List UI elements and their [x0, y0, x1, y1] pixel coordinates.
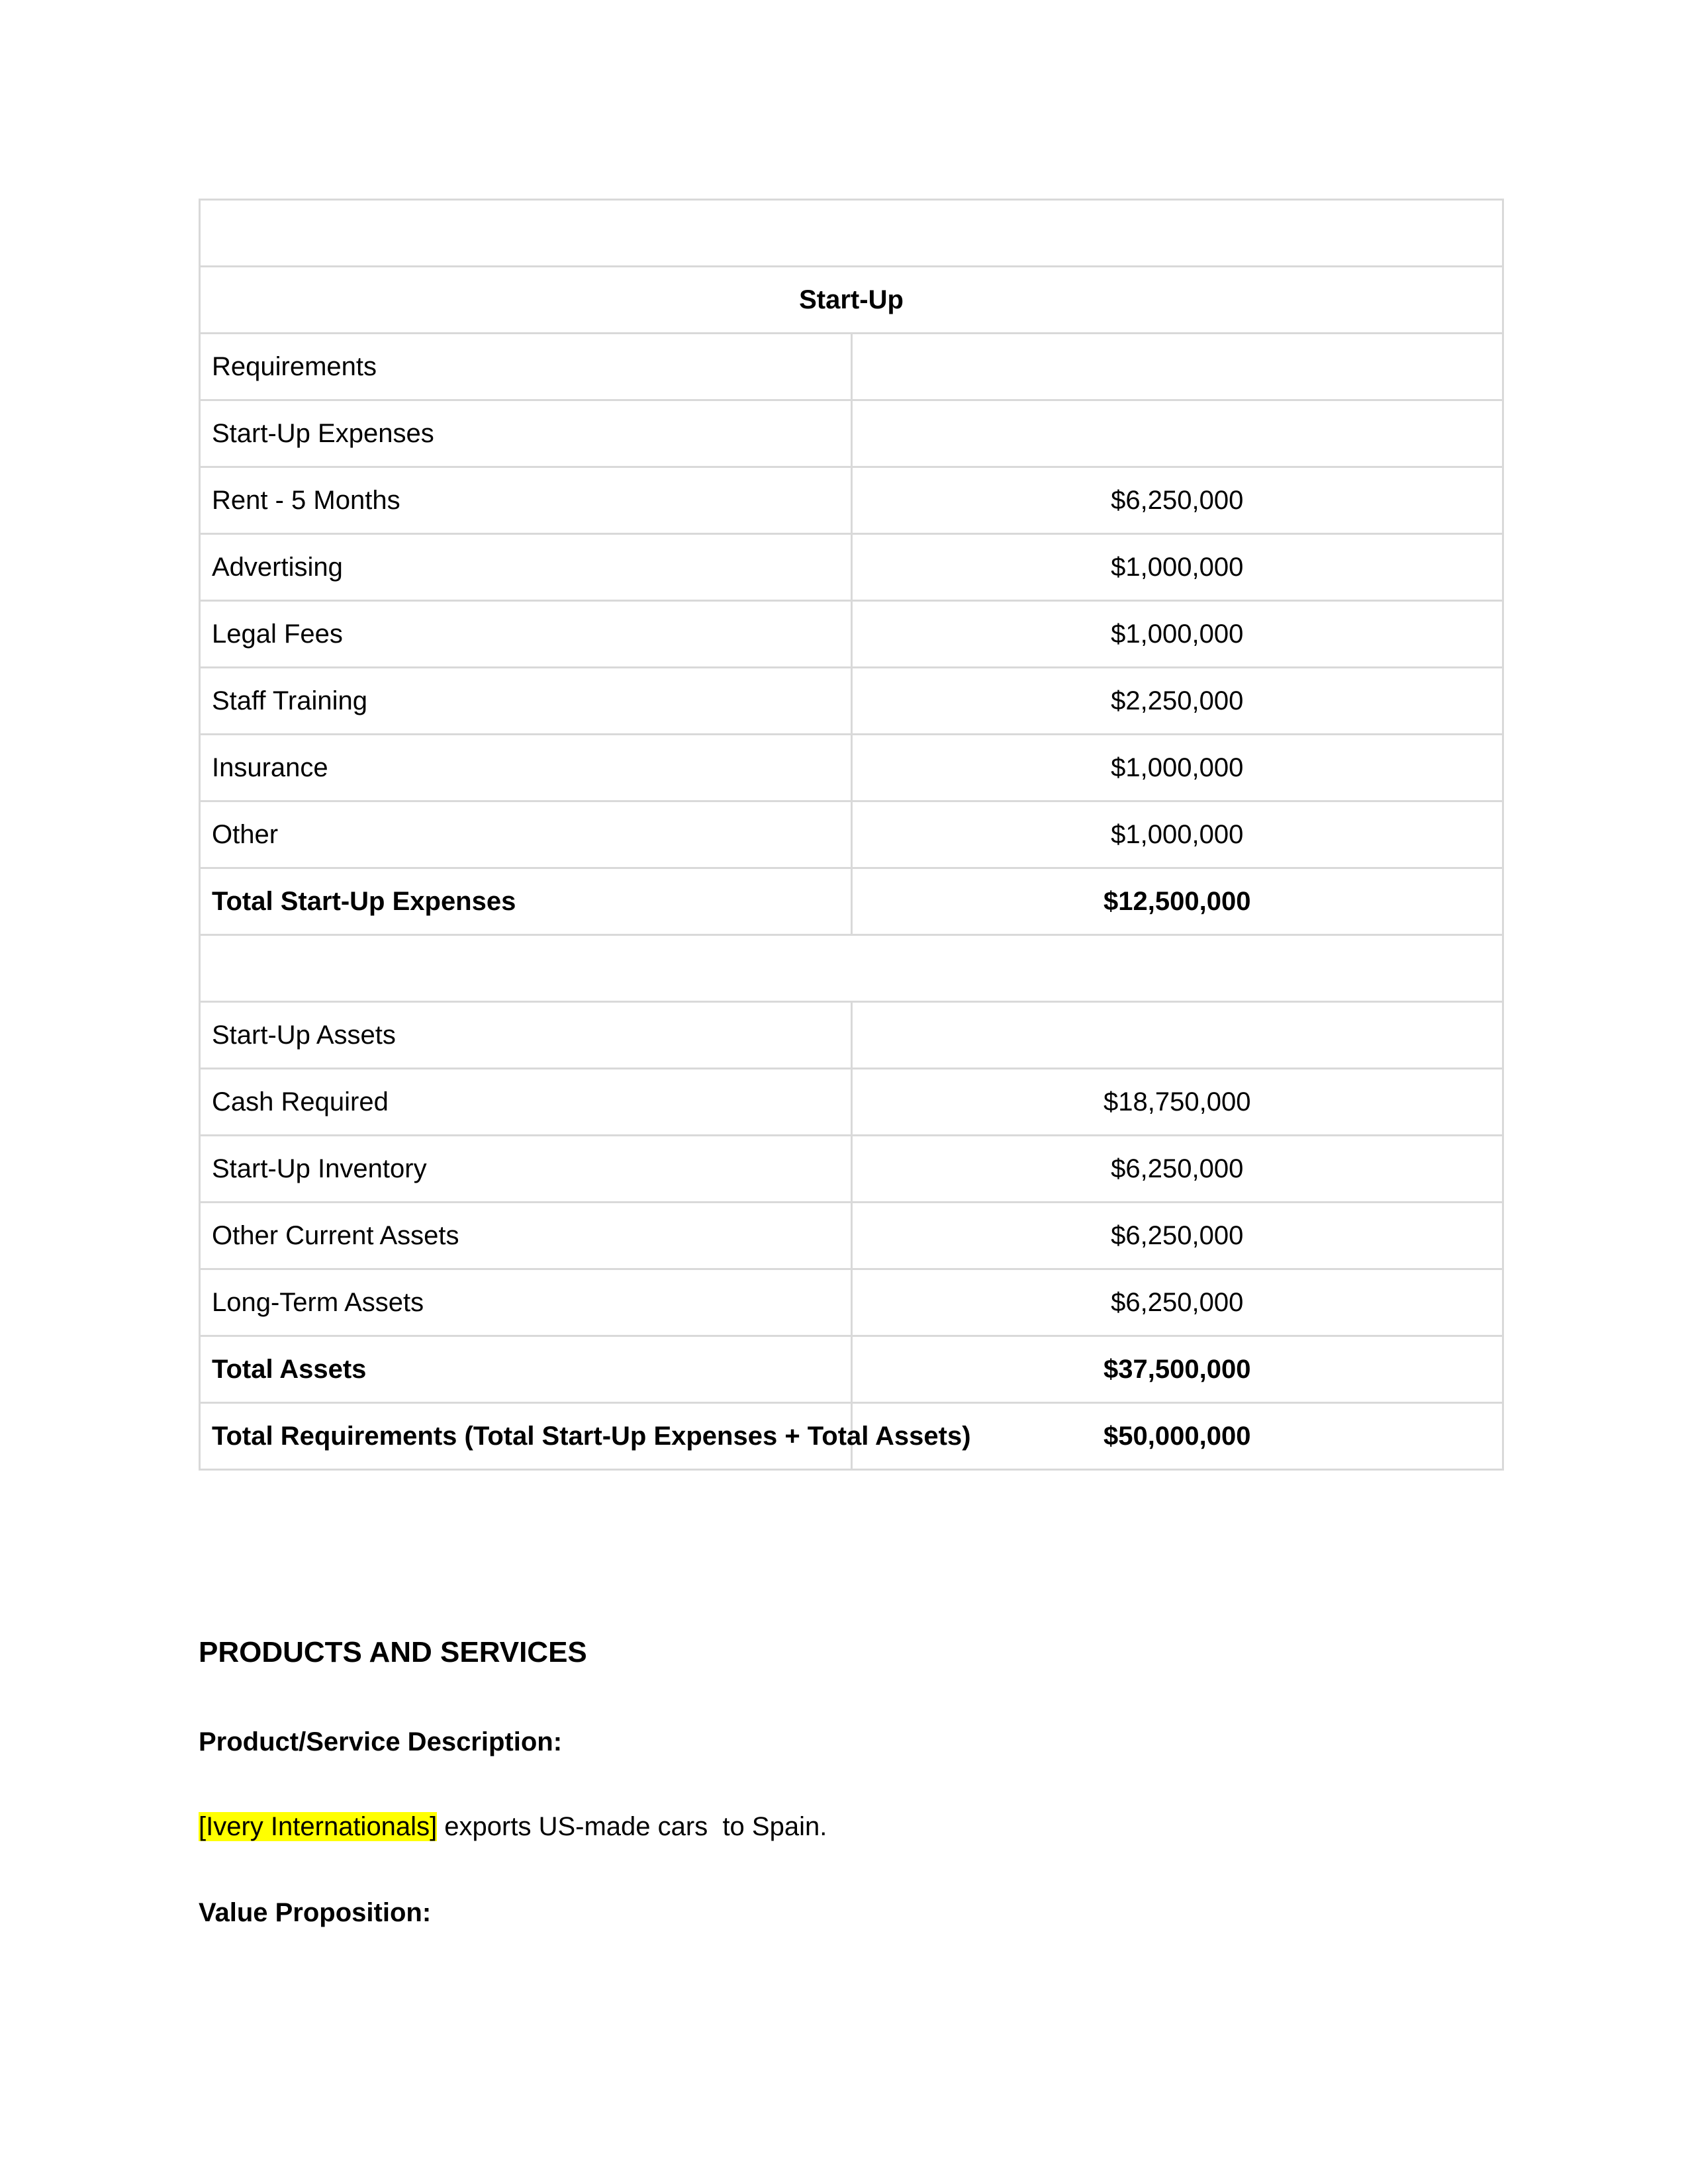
row-value-requirements	[851, 334, 1503, 400]
table-row	[200, 467, 1503, 534]
row-label-total-assets: Total Assets	[200, 1336, 852, 1403]
row-value-rent: $6,250,000	[851, 467, 1503, 534]
startup-table	[199, 199, 1504, 1471]
row-label-advertising: Advertising	[200, 534, 852, 601]
value-proposition-heading: Value Proposition:	[199, 1898, 432, 1927]
description-paragraph	[199, 1812, 827, 1842]
row-value-total-assets: $37,500,000	[851, 1336, 1503, 1403]
row-label-cash-required: Cash Required	[200, 1069, 852, 1136]
row-value-total-requirements: $50,000,000	[851, 1403, 1503, 1470]
row-value-startup-inventory: $6,250,000	[851, 1136, 1503, 1203]
section-heading: PRODUCTS AND SERVICES	[199, 1636, 587, 1668]
row-value-legal-fees: $1,000,000	[851, 601, 1503, 668]
row-value-other: $1,000,000	[851, 801, 1503, 868]
row-label-staff-training: Staff Training	[200, 668, 852, 735]
table-row	[200, 534, 1503, 601]
table-spacer-cell	[200, 935, 1503, 1002]
table-row	[200, 400, 1503, 467]
table-row-total-requirements	[200, 1403, 1503, 1470]
row-label-other-current-assets: Other Current Assets	[200, 1203, 852, 1269]
row-value-advertising: $1,000,000	[851, 534, 1503, 601]
table-row	[200, 801, 1503, 868]
table-row	[200, 1269, 1503, 1336]
row-label-startup-inventory: Start-Up Inventory	[200, 1136, 852, 1203]
row-value-long-term-assets: $6,250,000	[851, 1269, 1503, 1336]
row-label-startup-assets: Start-Up Assets	[200, 1002, 852, 1069]
row-label-total-startup-expenses: Total Start-Up Expenses	[200, 868, 852, 935]
row-label-other: Other	[200, 801, 852, 868]
row-value-insurance: $1,000,000	[851, 735, 1503, 801]
row-value-cash-required: $18,750,000	[851, 1069, 1503, 1136]
description-text: exports US-made cars to Spain.	[437, 1812, 827, 1841]
table-row	[200, 601, 1503, 668]
table-row	[200, 1069, 1503, 1136]
row-label-insurance: Insurance	[200, 735, 852, 801]
row-value-total-startup-expenses: $12,500,000	[851, 868, 1503, 935]
table-spacer-row	[200, 935, 1503, 1002]
row-label-legal-fees: Legal Fees	[200, 601, 852, 668]
row-label-rent: Rent - 5 Months	[200, 467, 852, 534]
row-value-startup-expenses	[851, 400, 1503, 467]
table-title: Start-Up	[200, 267, 1503, 334]
table-row	[200, 1002, 1503, 1069]
table-blank-cell	[200, 200, 1503, 267]
table-row	[200, 668, 1503, 735]
company-placeholder: [Ivery Internationals]	[199, 1812, 438, 1841]
table-row-total-assets	[200, 1336, 1503, 1403]
table-row	[200, 334, 1503, 400]
table-title-row	[200, 267, 1503, 334]
row-value-other-current-assets: $6,250,000	[851, 1203, 1503, 1269]
table-blank-row	[200, 200, 1503, 267]
row-value-startup-assets	[851, 1002, 1503, 1069]
table-row	[200, 1203, 1503, 1269]
table-row	[200, 735, 1503, 801]
row-label-long-term-assets: Long-Term Assets	[200, 1269, 852, 1336]
row-label-startup-expenses: Start-Up Expenses	[200, 400, 852, 467]
table-row-total-expenses	[200, 868, 1503, 935]
description-heading: Product/Service Description:	[199, 1727, 563, 1756]
table-row	[200, 1136, 1503, 1203]
row-value-staff-training: $2,250,000	[851, 668, 1503, 735]
row-label-requirements: Requirements	[200, 334, 852, 400]
row-label-total-requirements: Total Requirements (Total Start-Up Expenses + Total Assets)	[200, 1403, 852, 1470]
